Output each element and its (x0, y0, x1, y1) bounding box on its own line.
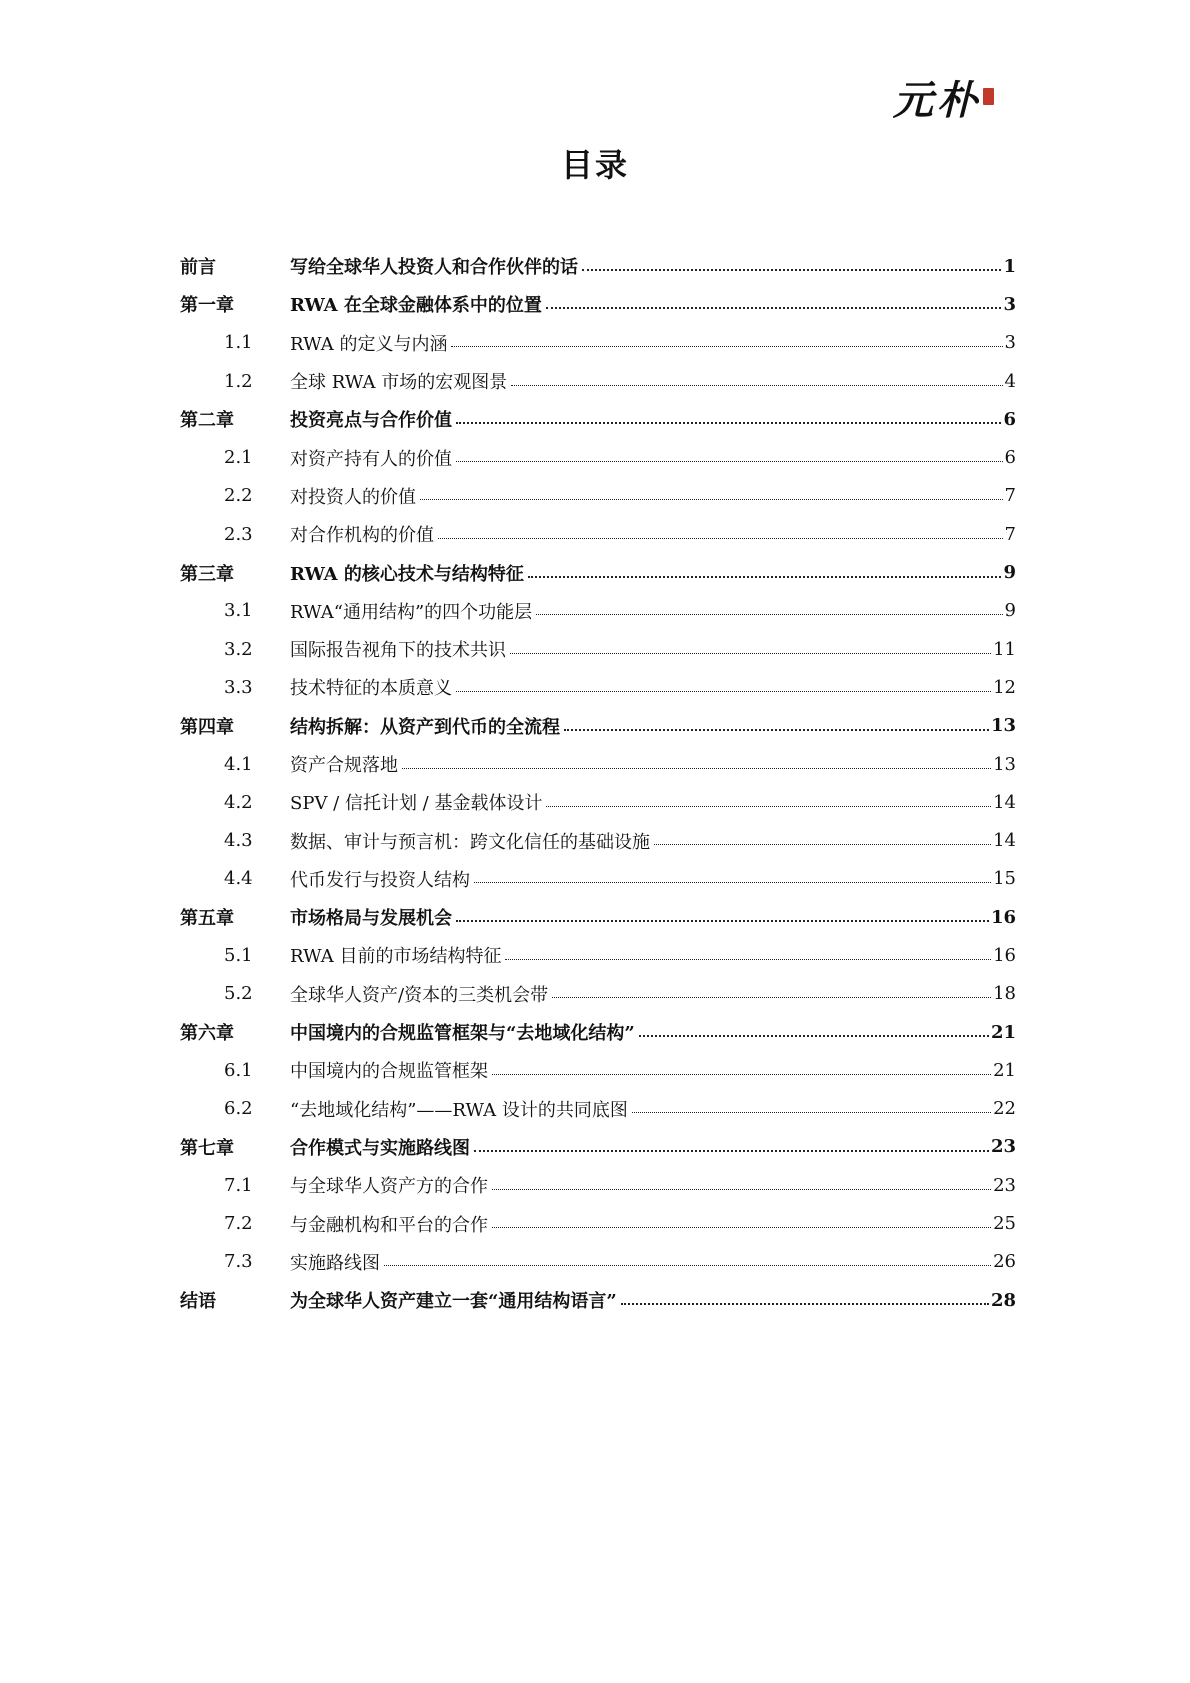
toc-entry-title: 数据、审计与预言机：跨文化信任的基础设施 (290, 831, 650, 853)
toc-entry-number: 5.2 (224, 983, 253, 1005)
toc-page-number: 22 (993, 1098, 1016, 1120)
toc-entry-title: 全球华人资产/资本的三类机会带 (290, 984, 549, 1006)
toc-page-number: 21 (993, 1059, 1016, 1081)
toc-chapter-row[interactable] (180, 285, 1016, 323)
toc-dot-leader (420, 499, 1003, 500)
toc-dot-leader (456, 691, 991, 692)
toc-entry-title: “去地域化结构”——RWA 设计的共同底图 (290, 1099, 628, 1121)
toc-dot-leader (552, 997, 991, 998)
toc-page-number: 6 (1004, 447, 1016, 469)
toc-dot-leader (632, 1112, 991, 1113)
toc-section-row[interactable] (180, 324, 1016, 362)
toc-entry-number: 4.2 (224, 791, 253, 813)
toc-dot-leader (528, 576, 1002, 578)
toc-entry-title: 中国境内的合规监管框架与“去地域化结构” (290, 1023, 635, 1045)
toc-entry-title: 资产合规落地 (290, 755, 398, 776)
toc-page-number: 28 (990, 1289, 1016, 1311)
toc-page-number: 23 (993, 1174, 1016, 1196)
toc-page-number: 13 (990, 715, 1016, 737)
toc-entry-title: 市场格局与发展机会 (290, 908, 452, 930)
toc-entry-title: 与全球华人资产方的合作 (290, 1176, 488, 1198)
toc-entry-number: 4.4 (224, 868, 253, 890)
toc-dot-leader (505, 959, 991, 960)
toc-dot-leader (492, 1189, 991, 1190)
toc-page-number: 11 (993, 638, 1016, 660)
toc-entry-title: 为全球华人资产建立一套“通用结构语言” (290, 1291, 617, 1313)
toc-page-number: 21 (990, 1021, 1016, 1043)
toc-entry-title: RWA 在全球金融体系中的位置 (290, 295, 542, 317)
toc-dot-leader (564, 729, 989, 731)
table-of-contents (180, 247, 1016, 1319)
toc-entry-number: 第五章 (180, 908, 234, 930)
toc-section-row[interactable] (180, 630, 1016, 668)
toc-entry-number: 第六章 (180, 1023, 234, 1045)
toc-section-row[interactable] (180, 1166, 1016, 1204)
toc-entry-number: 第一章 (180, 295, 234, 317)
toc-entry-title: 全球 RWA 市场的宏观图景 (290, 372, 508, 394)
page-title: 目录 (560, 146, 629, 184)
toc-section-row[interactable] (180, 362, 1016, 400)
toc-page-number: 9 (1003, 562, 1016, 584)
toc-dot-leader (621, 1303, 989, 1305)
toc-entry-title: 对资产持有人的价值 (290, 448, 452, 470)
toc-section-row[interactable] (180, 1204, 1016, 1242)
toc-entry-number: 6.2 (224, 1098, 253, 1120)
toc-dot-leader (492, 1074, 991, 1075)
toc-section-row[interactable] (180, 1051, 1016, 1089)
toc-dot-leader (474, 1150, 989, 1152)
toc-chapter-row[interactable] (180, 1281, 1016, 1319)
toc-chapter-row[interactable] (180, 247, 1016, 285)
toc-entry-number: 第二章 (180, 410, 234, 432)
toc-dot-leader (456, 920, 989, 922)
toc-dot-leader (402, 768, 991, 769)
toc-chapter-row[interactable] (180, 1128, 1016, 1166)
toc-entry-title: SPV / 信托计划 / 基金载体设计 (290, 793, 543, 815)
toc-entry-title: RWA“通用结构”的四个功能层 (290, 601, 533, 623)
toc-entry-title: RWA 目前的市场结构特征 (290, 946, 502, 968)
toc-page-number: 15 (993, 868, 1016, 890)
red-seal-icon (983, 88, 994, 105)
toc-dot-leader (546, 307, 1002, 309)
toc-dot-leader (510, 653, 991, 654)
toc-entry-number: 1.2 (224, 370, 253, 392)
toc-entry-title: 写给全球华人投资人和合作伙伴的话 (290, 257, 578, 279)
toc-chapter-row[interactable] (180, 1013, 1016, 1051)
toc-page-number: 3 (1003, 293, 1016, 315)
toc-entry-number: 1.1 (224, 332, 253, 354)
toc-entry-title: 中国境内的合规监管框架 (290, 1061, 488, 1083)
toc-dot-leader (639, 1035, 989, 1037)
toc-dot-leader (582, 269, 1001, 271)
toc-entry-number: 第七章 (180, 1137, 234, 1159)
toc-page-number: 25 (993, 1213, 1016, 1235)
toc-entry-title: 对合作机构的价值 (290, 525, 434, 547)
toc-entry-title: 国际报告视角下的技术共识 (290, 640, 506, 662)
toc-chapter-row[interactable] (180, 553, 1016, 591)
toc-section-row[interactable] (180, 745, 1016, 783)
toc-dot-leader (456, 422, 1001, 424)
toc-entry-title: 实施路线图 (290, 1252, 380, 1274)
toc-section-row[interactable] (180, 1243, 1016, 1281)
toc-entry-number: 5.1 (224, 944, 253, 966)
toc-entry-number: 3.3 (224, 676, 253, 698)
toc-section-row[interactable] (180, 668, 1016, 706)
toc-page-number: 3 (1004, 332, 1016, 354)
toc-entry-number: 7.1 (224, 1174, 253, 1196)
toc-entry-title: 技术特征的本质意义 (290, 678, 452, 700)
toc-section-row[interactable] (180, 438, 1016, 476)
toc-entry-number: 前言 (180, 257, 216, 279)
toc-chapter-row[interactable] (180, 898, 1016, 936)
toc-page-number: 16 (990, 906, 1016, 928)
toc-entry-number: 2.2 (224, 485, 253, 507)
toc-section-row[interactable] (180, 936, 1016, 974)
toc-page-number: 4 (1004, 370, 1016, 392)
toc-section-row[interactable] (180, 515, 1016, 553)
toc-entry-title: 结构拆解：从资产到代币的全流程 (290, 716, 560, 738)
toc-section-row[interactable] (180, 821, 1016, 859)
toc-dot-leader (474, 882, 991, 883)
toc-entry-number: 第四章 (180, 716, 234, 738)
toc-entry-number: 6.1 (224, 1059, 253, 1081)
toc-dot-leader (451, 346, 1002, 347)
toc-page-number: 12 (993, 676, 1016, 698)
toc-entry-number: 3.2 (224, 638, 253, 660)
toc-entry-title: 对投资人的价值 (290, 486, 416, 508)
toc-page-number: 6 (1003, 408, 1016, 430)
toc-entry-title: 代币发行与投资人结构 (290, 869, 470, 891)
toc-chapter-row[interactable] (180, 400, 1016, 438)
toc-page-number: 7 (1004, 485, 1016, 507)
toc-page-number: 7 (1004, 523, 1016, 545)
toc-chapter-row[interactable] (180, 707, 1016, 745)
toc-page-number: 9 (1004, 600, 1016, 622)
toc-page-number: 23 (990, 1136, 1016, 1158)
toc-entry-number: 4.1 (224, 753, 253, 775)
toc-entry-title: 投资亮点与合作价值 (290, 410, 452, 432)
toc-section-row[interactable] (180, 477, 1016, 515)
toc-dot-leader (536, 614, 1002, 615)
toc-page-number: 18 (993, 983, 1016, 1005)
toc-dot-leader (456, 461, 1003, 462)
toc-page-number: 26 (993, 1251, 1016, 1273)
toc-entry-number: 第三章 (180, 563, 234, 585)
toc-entry-number: 7.2 (224, 1213, 253, 1235)
toc-dot-leader (438, 538, 1003, 539)
toc-page-number: 14 (993, 830, 1016, 852)
toc-entry-title: 与金融机构和平台的合作 (290, 1214, 488, 1236)
toc-entry-title: 合作模式与实施路线图 (290, 1137, 470, 1159)
toc-entry-title: RWA 的核心技术与结构特征 (290, 563, 524, 585)
toc-entry-number: 2.1 (224, 447, 253, 469)
toc-dot-leader (492, 1227, 991, 1228)
toc-entry-title: RWA 的定义与内涵 (290, 333, 448, 355)
toc-dot-leader (654, 844, 991, 845)
toc-dot-leader (384, 1265, 991, 1266)
toc-section-row[interactable] (180, 783, 1016, 821)
toc-entry-number: 3.1 (224, 600, 253, 622)
toc-entry-number: 4.3 (224, 830, 253, 852)
toc-entry-number: 结语 (180, 1291, 216, 1313)
toc-section-row[interactable] (180, 1090, 1016, 1128)
toc-section-row[interactable] (180, 592, 1016, 630)
toc-page-number: 16 (993, 944, 1016, 966)
toc-dot-leader (546, 806, 991, 807)
toc-page-number: 14 (993, 791, 1016, 813)
toc-entry-number: 2.3 (224, 523, 253, 545)
toc-entry-number: 7.3 (224, 1251, 253, 1273)
logo-text: 元朴 (893, 77, 981, 124)
brand-logo (893, 78, 994, 128)
toc-section-row[interactable] (180, 975, 1016, 1013)
toc-section-row[interactable] (180, 860, 1016, 898)
toc-page-number: 1 (1003, 255, 1016, 277)
toc-page-number: 13 (993, 753, 1016, 775)
toc-dot-leader (511, 385, 1002, 386)
